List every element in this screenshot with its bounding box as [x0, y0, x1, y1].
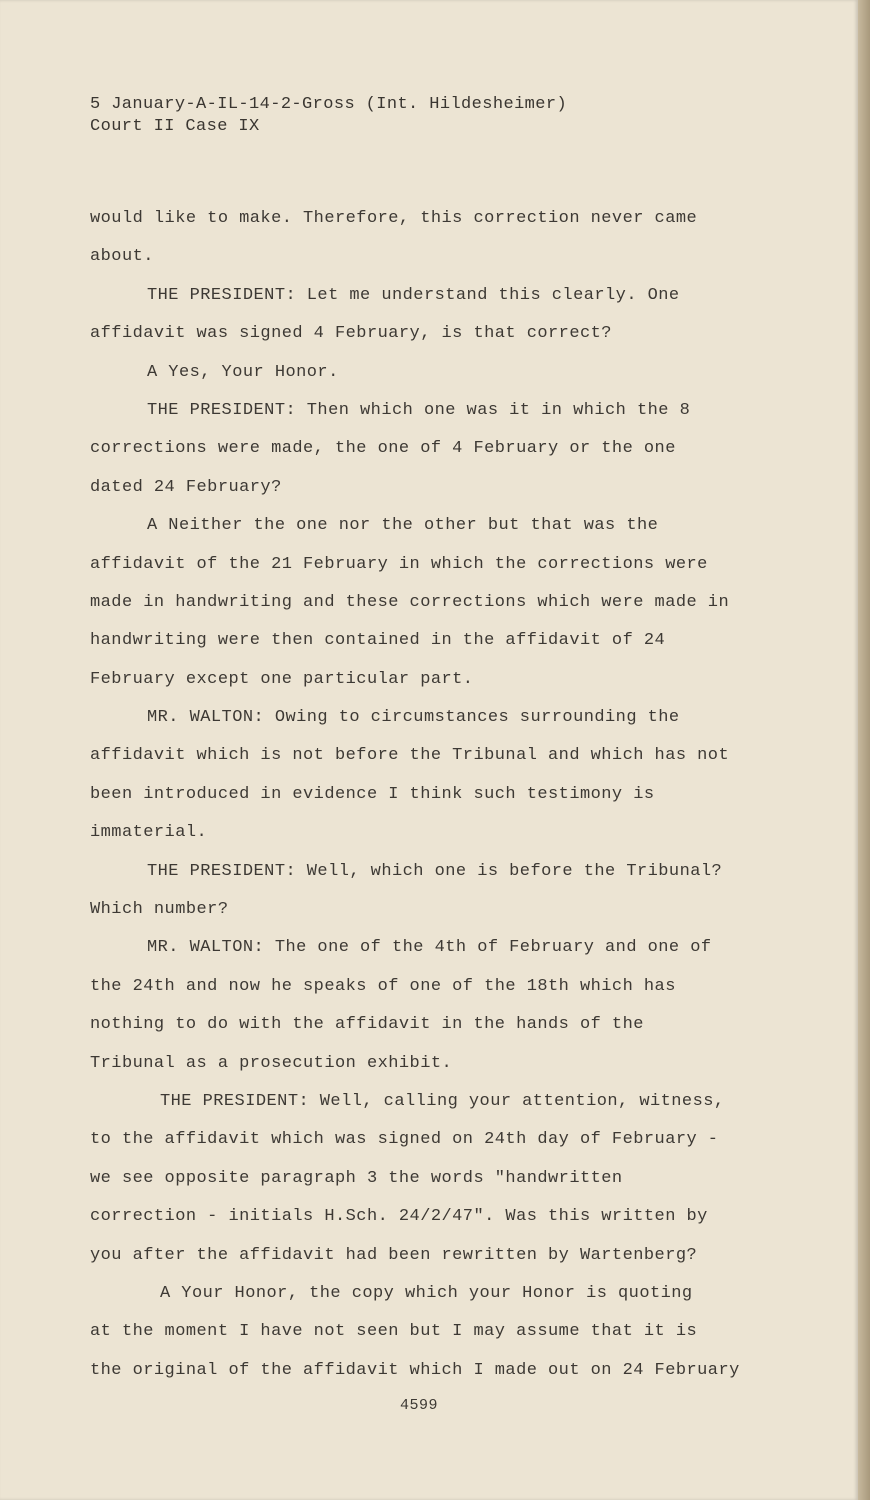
- text-line: been introduced in evidence I think such testimony is: [90, 784, 655, 804]
- text-line: made in handwriting and these corrections which were made in: [90, 592, 730, 612]
- text-line: immaterial.: [90, 823, 208, 843]
- text-line: to the affidavit which was signed on 24th day of February -: [90, 1130, 719, 1150]
- header-line-1: 5 January-A-IL-14-2-Gross (Int. Hildesheimer): [90, 95, 568, 114]
- text-line: about.: [90, 247, 154, 267]
- page-number: 4599: [400, 1397, 439, 1414]
- text-line: nothing to do with the affidavit in the hands of the: [90, 1015, 644, 1035]
- page-edge: [858, 0, 870, 1500]
- header-line-2: Court II Case IX: [90, 117, 260, 136]
- text-line: affidavit which is not before the Tribunal and which has not: [90, 746, 730, 766]
- text-line: affidavit of the 21 February in which the corrections were: [90, 554, 708, 574]
- document-header: [90, 94, 567, 138]
- text-line: MR. WALTON: Owing to circumstances surrounding the: [147, 708, 680, 728]
- text-line: Tribunal as a prosecution exhibit.: [90, 1053, 453, 1073]
- text-line: corrections were made, the one of 4 February or the one: [90, 439, 676, 459]
- text-line: THE PRESIDENT: Well, which one is before the Tribunal?: [147, 861, 723, 881]
- text-line: A Neither the one nor the other but that was the: [147, 516, 659, 536]
- text-line: MR. WALTON: The one of the 4th of February and one of: [147, 938, 712, 958]
- text-line: the 24th and now he speaks of one of the 18th which has: [90, 976, 676, 996]
- text-line: correction - initials H.Sch. 24/2/47". Was this written by: [90, 1207, 708, 1227]
- text-line: THE PRESIDENT: Let me understand this clearly. One: [147, 285, 680, 305]
- text-line: February except one particular part.: [90, 669, 474, 689]
- text-line: A Your Honor, the copy which your Honor is quoting: [160, 1283, 693, 1303]
- text-line: would like to make. Therefore, this correction never came: [90, 209, 698, 228]
- text-line: THE PRESIDENT: Well, calling your attention, witness,: [160, 1091, 725, 1111]
- text-line: we see opposite paragraph 3 the words "handwritten: [90, 1168, 623, 1188]
- text-line: Which number?: [90, 900, 229, 920]
- text-line: the original of the affidavit which I made out on 24 February: [90, 1360, 740, 1380]
- text-line: you after the affidavit had been rewritten by Wartenberg?: [90, 1245, 698, 1265]
- text-line: A Yes, Your Honor.: [147, 362, 339, 382]
- text-line: dated 24 February?: [90, 477, 282, 497]
- text-line: affidavit was signed 4 February, is that correct?: [90, 324, 612, 344]
- text-line: THE PRESIDENT: Then which one was it in which the 8: [147, 400, 691, 420]
- text-line: handwriting were then contained in the affidavit of 24: [90, 631, 666, 651]
- text-line: at the moment I have not seen but I may assume that it is: [90, 1322, 698, 1342]
- transcript-body: [90, 200, 790, 1390]
